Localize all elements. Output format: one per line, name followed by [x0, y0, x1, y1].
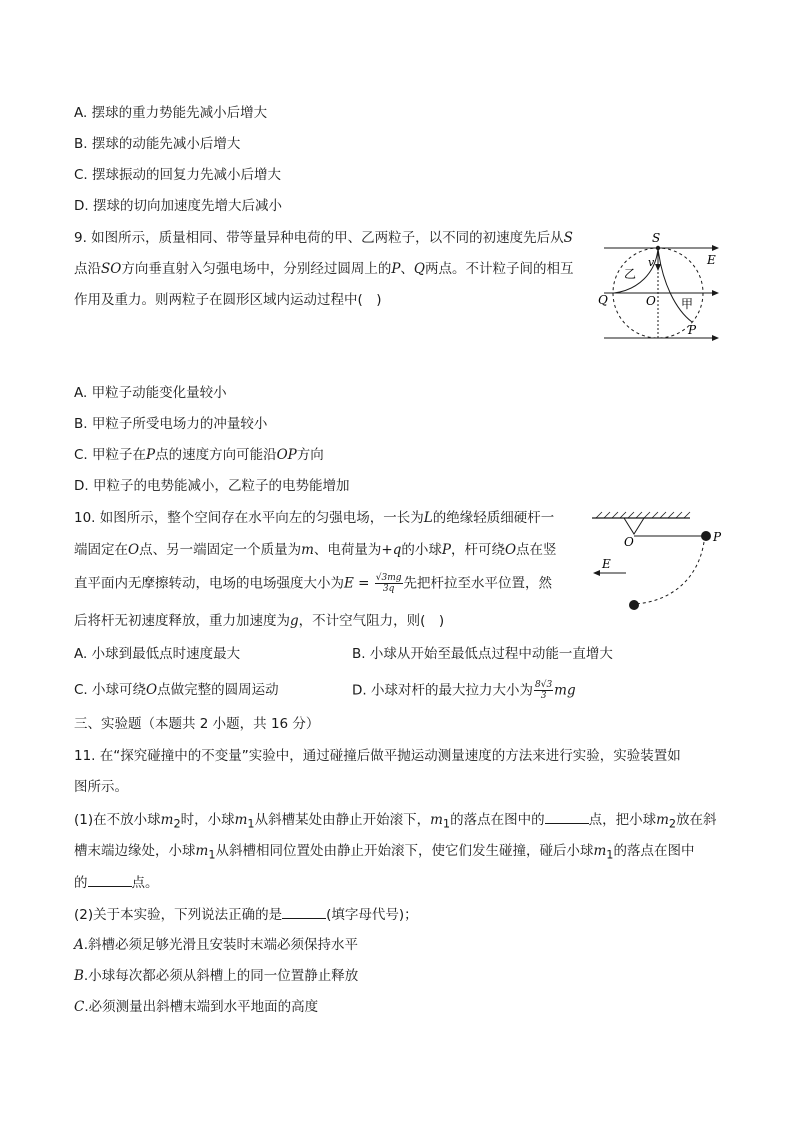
- q9-stem-line-2: 点沿SO方向垂直射入匀强电场中，分别经过圆周上的P、Q两点。不计粒子间的相互: [74, 261, 574, 277]
- label-P: P: [688, 323, 697, 337]
- q8-option-d: D. 摆球的切向加速度先增大后减小: [74, 198, 282, 214]
- label-Q: Q: [598, 293, 608, 307]
- q11-part2-line: (2)关于本实验，下列说法正确的是 (填字母代号)；: [74, 904, 418, 925]
- q9-option-c: C. 甲粒子在P点的速度方向可能沿OP方向: [74, 447, 324, 463]
- label-E: E: [602, 557, 611, 571]
- ball-P: [701, 531, 711, 541]
- q10-option-d: D. 小球对杆的最大拉力大小为 $\frac{8√3}{3}$ mg: [352, 680, 576, 701]
- ceiling-hatching: [596, 512, 690, 518]
- q10-stem-line-4: 后将杆无初速度释放，重力加速度为g，不计空气阻力，则( ): [74, 613, 445, 629]
- q11-option-b: B.小球每次都必须从斜槽上的同一位置静止释放: [74, 968, 359, 984]
- max-tension-fraction: $\frac{8√3}{3}$: [534, 680, 553, 701]
- q10-stem-line-2: 端固定在O点、另一端固定一个质量为m、电荷量为+q的小球P，杆可绕O点在竖: [74, 542, 557, 558]
- section-title-experiments: 三、实验题（本题共 2 小题，共 16 分）: [74, 716, 320, 732]
- pivot-support: [624, 518, 644, 534]
- q9-stem-line-1: 9. 如图所示，质量相同、带等量异种电荷的甲、乙两粒子，以不同的初速度先后从S: [74, 230, 573, 246]
- q11-part1-line-3: 的 点。: [74, 872, 159, 893]
- point-S: [656, 246, 660, 250]
- label-E: E: [707, 253, 716, 267]
- label-O: O: [624, 535, 634, 549]
- q8-option-b: B. 摆球的动能先减小后增大: [74, 136, 241, 152]
- q9-figure: [596, 228, 726, 346]
- q10-option-a: A. 小球到最低点时速度最大: [74, 646, 241, 662]
- q11-part1-line-1: (1)在不放小球$m_2$时，小球$m_1$从斜槽某处由静止开始滚下，$m_1$的落点在图中的 点，把小球$m_2$放在斜: [74, 809, 717, 835]
- label-yi: 乙: [624, 267, 637, 281]
- q11-option-c: C.必须测量出斜槽末端到水平地面的高度: [74, 999, 319, 1015]
- q10-stem-line-3: 直平面内无摩擦转动，电场的电场强度大小为E = $\frac{√3mg}{3q}$ 先把杆拉至水平位置，然: [74, 573, 553, 594]
- q10-option-b: B. 小球从开始至最低点过程中动能一直增大: [352, 646, 613, 662]
- label-S: S: [652, 231, 661, 245]
- swing-path: [634, 542, 704, 604]
- q10-option-c: C. 小球可绕O点做完整的圆周运动: [74, 682, 279, 698]
- q11-stem-line-1: 11. 在“探究碰撞中的不变量”实验中，通过碰撞后做平抛运动测量速度的方法来进行实验，实验装置如: [74, 748, 681, 764]
- q11-part1-line-2: 槽末端边缘处，小球$m_1$从斜槽相同位置处由静止开始滚下，使它们发生碰撞，碰后小球$m_1$的落点在图中: [74, 843, 695, 862]
- label-v: v: [648, 256, 655, 269]
- q8-option-c: C. 摆球振动的回复力先减小后增大: [74, 167, 282, 183]
- q9-option-b: B. 甲粒子所受电场力的冲量较小: [74, 416, 268, 432]
- q8-option-a: A. 摆球的重力势能先减小后增大: [74, 105, 268, 121]
- q9-option-a: A. 甲粒子动能变化量较小: [74, 385, 227, 401]
- label-jia: 甲: [681, 297, 694, 311]
- field-strength-fraction: $\frac{√3mg}{3q}$: [375, 573, 402, 594]
- ball-lowest: [629, 600, 639, 610]
- label-O: O: [646, 294, 656, 308]
- q10-stem-line-1: 10. 如图所示，整个空间存在水平向左的匀强电场，一长为L的绝缘轻质细硬杆一: [74, 510, 555, 526]
- q11-option-a: A.斜槽必须足够光滑且安装时末端必须保持水平: [74, 937, 359, 953]
- q11-stem-line-2: 图所示。: [74, 779, 128, 795]
- q9-stem-line-3: 作用及重力。则两粒子在圆形区域内运动过程中( ): [74, 292, 382, 308]
- answer-blank-3[interactable]: [282, 904, 326, 919]
- q9-option-d: D. 甲粒子的电势能减小，乙粒子的电势能增加: [74, 478, 350, 494]
- label-P: P: [713, 530, 722, 544]
- answer-blank-2[interactable]: [88, 872, 132, 887]
- q10-figure: [586, 508, 726, 618]
- answer-blank-1[interactable]: [545, 809, 589, 824]
